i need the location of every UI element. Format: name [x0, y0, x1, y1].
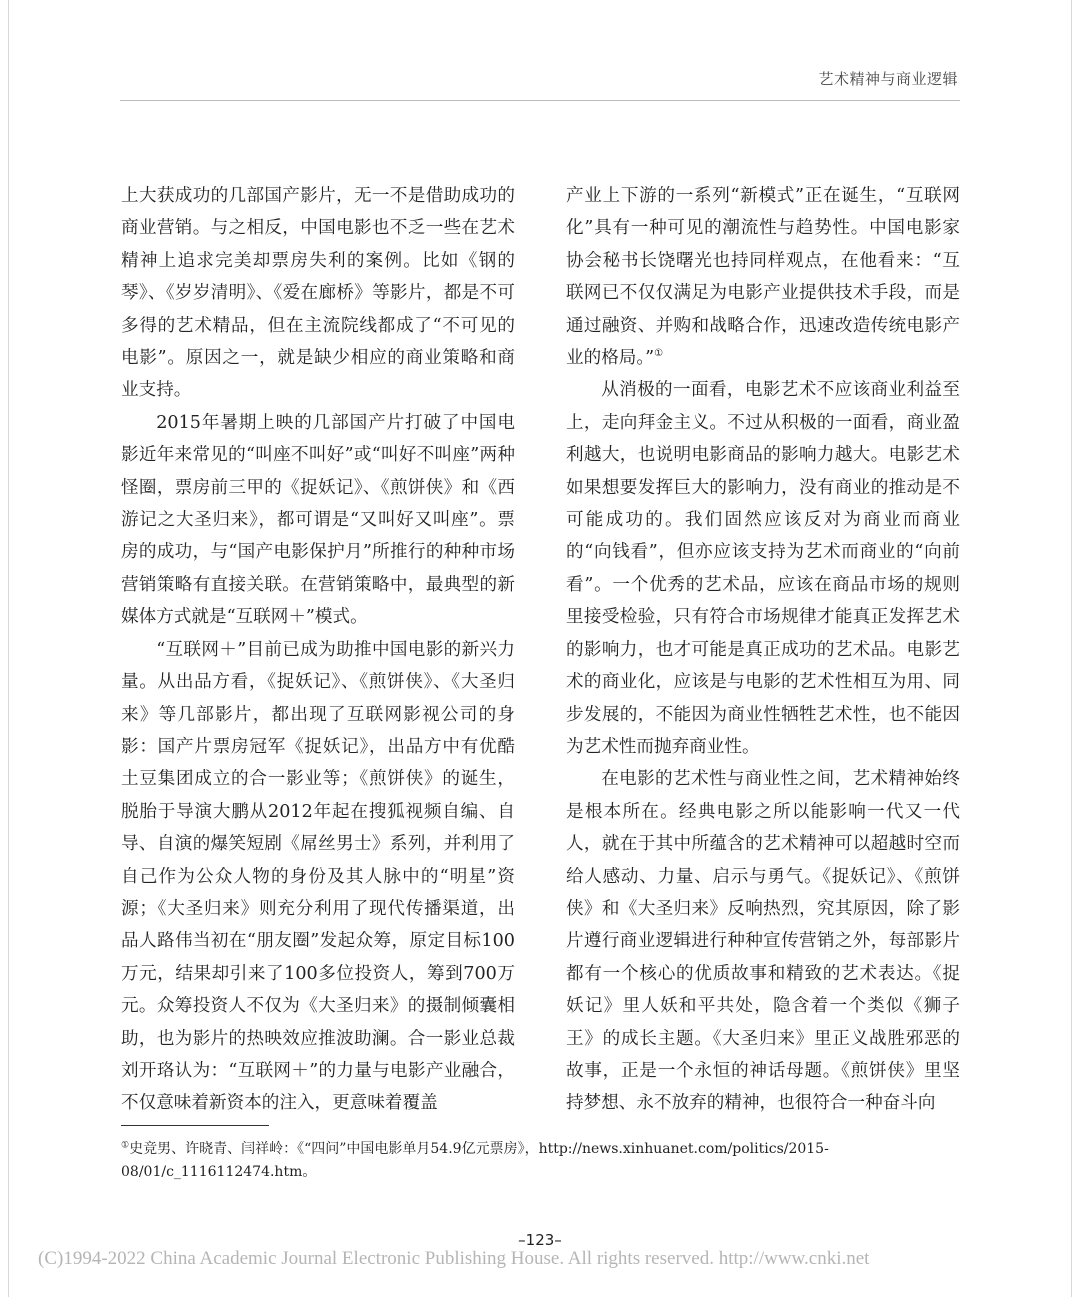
right-column [566, 180, 960, 1120]
running-title: 艺术精神与商业逻辑 [818, 70, 958, 88]
page-number: –123– [518, 1231, 562, 1249]
paragraph: 从消极的一面看，电影艺术不应该商业利益至上，走向拜金主义。不过从积极的一面看，商业盈利越大，也说明电影商品的影响力越大。电影艺术如果想要发挥巨大的影响力，没有商业的推动是不可能成功的。我们固然应该反对为商业而商业的“向钱看”，但亦应该支持为艺术而商业的“向前看”。一个优秀的艺术品，应该在商品市场的规则里接受检验，只有符合市场规律才能真正发挥艺术的影响力，也才可能是真正成功的艺术品。电影艺术的商业化，应该是与电影的艺术性相互为用、同步发展的，不能因为商业性牺牲艺术性，也不能因为艺术性而抛弃商业性。 [566, 380, 960, 757]
footnote-marker: ① [121, 1140, 130, 1151]
footnote-rule [121, 1125, 269, 1126]
paragraph: “互联网＋”目前已成为助推中国电影的新兴力量。从出品方看，《捉妖记》、《煎饼侠》、《大圣归来》等几部影片，都出现了互联网影视公司的身影：国产片票房冠军《捉妖记》，出品方中有优酷土豆集团成立的合一影业等；《煎饼侠》的诞生，脱胎于导演大鹏从2012年起在搜狐视频自编、自导、自演的爆笑短剧《屌丝男士》系列，并利用了自己作为公众人物的身份及其人脉中的“明星”资源；《大圣归来》则充分利用了现代传播渠道，出品人路伟当初在“朋友圈”发起众筹，原定目标100万元，结果却引来了100多位投资人，筹到700万元。众筹投资人不仅为《大圣归来》的摄制倾囊相助，也为影片的热映效应推波助澜。合一影业总裁刘开珞认为：“互联网＋”的力量与电影产业融合，不仅意味着新资本的注入，更意味着覆盖 [121, 639, 515, 1114]
footnote-text: 史竞男、许晓青、闫祥岭：《“四问”中国电影单月54.9亿元票房》，http://news.xinhuanet.com/politics/2015-08/01/c_1116112474.htm。 [121, 1141, 829, 1180]
paragraph: 上大获成功的几部国产影片，无一不是借助成功的商业营销。与之相反，中国电影也不乏一些在艺术精神上追求完美却票房失利的案例。比如《钢的琴》、《岁岁清明》、《爱在廊桥》等影片，都是不可多得的艺术精品，但在主流院线都成了“不可见的电影”。原因之一，就是缺少相应的商业策略和商业支持。 [121, 186, 515, 401]
footnote-reference[interactable]: ① [654, 348, 664, 360]
left-column [121, 180, 515, 1120]
paragraph [566, 180, 960, 374]
paragraph-text: 产业上下游的一系列“新模式”正在诞生，“互联网化”具有一种可见的潮流性与趋势性。中国电影家协会秘书长饶曙光也持同样观点，在他看来：“互联网已不仅仅满足为电影产业提供技术手段，而是通过融资、并购和战略合作，迅速改造传统电影产业的格局。” [566, 186, 960, 369]
footnote [121, 1138, 961, 1184]
copyright-watermark: (C)1994-2022 China Academic Journal Electronic Publishing House. All rights reserved. http://www.cnki.net [38, 1248, 870, 1269]
paragraph: 在电影的艺术性与商业性之间，艺术精神始终是根本所在。经典电影之所以能影响一代又一代人，就在于其中所蕴含的艺术精神可以超越时空而给人感动、力量、启示与勇气。《捉妖记》、《煎饼侠》和《大圣归来》反响热烈，究其原因，除了影片遵行商业逻辑进行种种宣传营销之外，每部影片都有一个核心的优质故事和精致的艺术表达。《捉妖记》里人妖和平共处，隐含着一个类似《狮子王》的成长主题。《大圣归来》里正义战胜邪恶的故事，正是一个永恒的神话母题。《煎饼侠》里坚持梦想、永不放弃的精神，也很符合一种奋斗向 [566, 769, 960, 1114]
header-rule [120, 100, 960, 101]
paragraph: 2015年暑期上映的几部国产片打破了中国电影近年来常见的“叫座不叫好”或“叫好不叫座”两种怪圈，票房前三甲的《捉妖记》、《煎饼侠》和《西游记之大圣归来》，都可谓是“又叫好又叫座”。票房的成功，与“国产电影保护月”所推行的种种市场营销策略有直接关联。在营销策略中，最典型的新媒体方式就是“互联网＋”模式。 [121, 412, 515, 628]
